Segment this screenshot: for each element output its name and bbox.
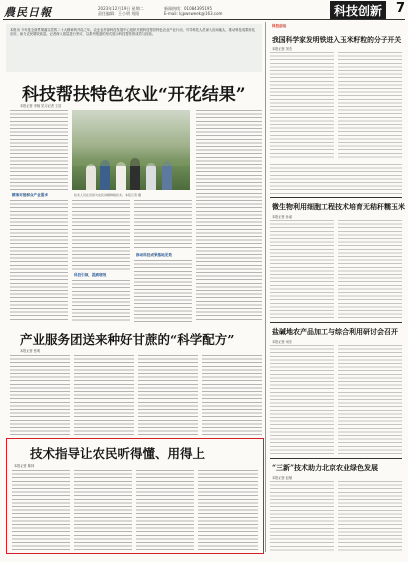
email-line: E-mail: kjpwsweek@163.com [164, 11, 223, 16]
main-headline: 科技帮扶特色农业“开花结果” [22, 85, 246, 105]
right-body-3b [338, 345, 402, 455]
article2-body-col3 [138, 355, 198, 435]
article3-body-col2 [74, 470, 132, 550]
main-subhead-3: 推动科技成果落地见效 [136, 253, 172, 257]
main-subhead-1: 精准对接群众产业需求 [12, 193, 48, 197]
right-body-1b [338, 52, 402, 160]
right-rule-1 [270, 197, 402, 198]
right-body-1c [270, 164, 402, 194]
section-title: 科技创新 [330, 1, 386, 20]
main-subhead-2: 科技引领，提质增效 [74, 273, 107, 277]
article3-body-col1 [12, 470, 70, 550]
right-body-1a [270, 52, 334, 160]
paper-logo: 農民日報 [4, 6, 52, 19]
article2-headline: 产业服务团送来种好甘蔗的“科学配方” [20, 332, 235, 347]
main-body-col1b [10, 200, 68, 322]
right-body-2a [270, 220, 334, 318]
main-body-col2a [72, 200, 130, 270]
intro-box [6, 24, 262, 72]
article2-body-col2 [74, 355, 134, 435]
main-photo-caption: 技术人员在田间为农民讲解种植技术。本报记者 摄 [74, 193, 141, 197]
right-rule-2 [270, 322, 402, 323]
right-headline-4: “三新”技术助力北京农业绿色发展 [272, 463, 379, 472]
right-headline-3: 盐碱地农产品加工与综合利用研讨会召开 [272, 327, 398, 336]
right-column-tag: 科技前沿 [272, 24, 287, 28]
main-body-col3a [134, 200, 192, 250]
main-body-col3b [134, 260, 192, 322]
article2-body-col1 [10, 355, 70, 435]
right-headline-2: 微生物利用细胞工程技术培育无秸秆糯玉米 [272, 202, 405, 211]
main-body-col1a [10, 110, 68, 190]
right-body-4a [270, 481, 334, 553]
right-byline-1: 本报记者 刘杰 [272, 47, 293, 51]
date-line: 2023年12月19日 星期二 [98, 6, 144, 11]
right-headline-1: 我国科学家发明铁进入玉米籽粒的分子开关 [272, 36, 402, 44]
right-rule-3 [270, 458, 402, 459]
editor-line: 责任编辑：王小明 刘阳 [98, 11, 140, 16]
article2-body-col4 [202, 355, 262, 435]
phone-line: 新闻热线：01084395195 [164, 6, 212, 11]
right-body-2b [338, 220, 402, 318]
column-divider [265, 22, 266, 552]
article3-byline: 本报记者 陈林 [14, 464, 35, 468]
article3-body-col3 [136, 470, 194, 550]
main-photo [72, 110, 190, 190]
main-byline: 本报记者 李晓 见习记者 王浩 [20, 104, 62, 108]
page-number: 7 [395, 1, 405, 16]
right-byline-3: 本报记者 何东 [272, 340, 293, 344]
right-byline-4: 本报记者 赵敏 [272, 476, 293, 480]
main-body-col4 [196, 110, 262, 322]
right-body-3a [270, 345, 334, 455]
masthead-rule [3, 19, 405, 20]
article2-byline: 本报记者 张明 [20, 349, 41, 353]
article3-headline: 技术指导让农民听得懂、用得上 [30, 446, 206, 461]
right-body-4b [338, 481, 402, 553]
main-body-col2b [72, 280, 130, 322]
right-byline-2: 本报记者 孙丽 [272, 215, 293, 219]
intro-text: 本报讯 今年是全面贯彻落实党的二十大精神的开局之年。农业农村部科技发展中心组织开展科技帮扶特色农业产业行动，引导科技人员深入田间地头，推动科技成果转化应用，助力农民增收致富。记者深入基层进行采访，以系列报道的形式展示科技帮扶的成效与经验。 [10, 28, 256, 37]
article3-body-col4 [198, 470, 258, 550]
